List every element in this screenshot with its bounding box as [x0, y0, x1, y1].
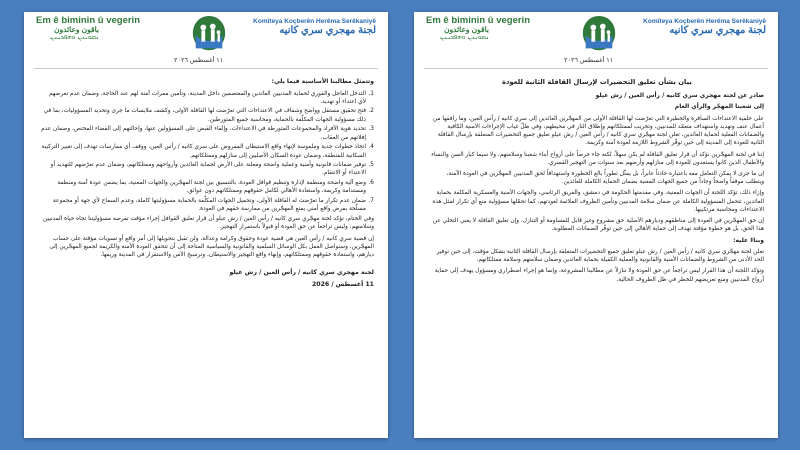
organization-name-block — [643, 18, 766, 36]
paragraph: وبناءً عليه: — [733, 236, 764, 244]
letter-date: ١١ أغسطس ٢٠٢٦ — [564, 57, 614, 64]
demands-intro: وتتمثل مطالبنا الأساسية فيما يلي: — [271, 78, 374, 85]
list-item: 7. ضمان عدم تكرار ما تعرّضت له القافلة الأولى، وتحميل الجهات المكلّفة بالحماية مسؤوليتها كاملة، وعدم السماح لأي جهة أو مجموعة مسلّحة بفرض واقع أمني يمنع المهجّرين من ممارسة حقهم في العودة. — [52, 198, 374, 213]
slogan-syriac: ܢܩܘܝܢܢ ܘܗܦܟܝܢܢ — [50, 33, 100, 41]
list-item: 1. التدخل العاجل والفوري لحماية المدنيين العائدين والمعتصمين داخل المدينة، وتأمين ممرات آمنة لهم عند الحاجة، وضمان عدم تعرضهم لأي اعتداء أو تهديد. — [49, 90, 374, 105]
statement-title: بيان بشأن تعليق التحضيرات لإرسال القافلة الثانية للعودة — [502, 78, 692, 86]
list-item: 3. تحديد هوية الأفراد والمجموعات المتورطة في الاعتداءات، وإلقاء القبض على المسؤولين عنها، وإحالتهم إلى القضاء المختص، وضمان عدم إفلاتهم من العقاب. — [41, 126, 374, 141]
org-name-latin: Komîteya Koçberên Herêma Serêkaniyê — [643, 18, 766, 25]
letterhead-divider — [34, 68, 378, 69]
demands-body — [40, 78, 374, 430]
letterhead — [24, 12, 388, 74]
demand-text: فتح تحقيق مستقل وواضح وشفاف في الاعتداءات التي تعرّضت لها القافلة الأولى، وكشف ملابسات ما جرى وتحديد المسؤوليات، بما في ذلك مسؤولية الجهات المكلّفة بالحماية، ومحاسبة جميع المتورطين. — [43, 108, 366, 123]
slogan-latin: Em ê biminin û vegerin — [426, 15, 530, 26]
organization-logo-icon — [190, 14, 228, 58]
list-item: 5. توفير ضمانات قانونية وأمنية وعملية واضحة ومعلنة على الأرض لحماية العائدين وأرواحهم وممتلكاتهم، وضمان عدم تعرّضهم للتهديد أو الاعتداء أو الانتقام. — [50, 162, 374, 177]
paragraph: إن ما جرى لا يمكن التعامل معه باعتباره حادثاً عابراً، بل يمثّل تطوراً بالغ الخطورة واستهدافاً لحق المدنيين المهجّرين في العودة الآمنة، ويتطلب موقفاً واضحاً وجاداً من جميع الجهات المعنية بضمان الحماية الكاملة للعائدين. — [446, 170, 764, 186]
letterhead-divider — [424, 68, 768, 69]
list-item: 2. فتح تحقيق مستقل وواضح وشفاف في الاعتداءات التي تعرّضت لها القافلة الأولى، وكشف ملابسات ما جرى وتحديد المسؤوليات، بما في ذلك مسؤولية الجهات المكلّفة بالحماية، ومحاسبة جميع المتورطين. — [43, 108, 374, 123]
statement-addressee: إلى شعبنا المهجّر والرأي العام — [674, 103, 764, 111]
org-name-latin: Komîteya Koçberên Herêma Serêkaniyê — [253, 18, 376, 25]
demand-text: وضع آلية واضحة ومنظمة لإدارة وتنظيم قوافل العودة، بالتنسيق بين لجنة المهجّرين والجهات المعنية، بما يضمن عودة آمنة ومنظمة ومستدامة وكريمة، واستعادة الأهالي لكامل حقوقهم وممتلكاتهم دون عوائق. — [57, 180, 366, 195]
letterhead — [414, 12, 778, 74]
document-page-2 — [24, 12, 388, 438]
slogan-arabic: باقون وعائدون — [444, 24, 489, 34]
statement-issuer: صادر عن لجنة مهجري سري كانيه / رأس العين / رش عيلو — [595, 91, 764, 99]
document-page-1 — [414, 12, 778, 438]
paragraph: إن قضية سري كانيه / رأس العين هي قضية عودة وحقوق وكرامة وعدالة، ولن تقبل بتحويلها إلى أمر واقع أو تسويات مؤقتة على حساب المهجّرين، وسنواصل العمل بكل الوسائل السلمية والقانونية والسياسية المتاحة إلى أن تتحقق العودة الآمنة والكريمة لجميع المهجّرين إلى ديارهم، واستعادة حقوقهم وممتلكاتهم، وإنهاء واقع التهجير والاستيطان، وترسيخ الأمن والاستقرار في المدينة وريفها. — [49, 235, 374, 258]
paragraph: إننا في لجنة المهجّرين نؤكد أن قرار تعليق القافلة لم يكن سهلاً، لكنه جاء حرصاً على أرواح أبناء شعبنا وسلامتهم، ولا سيما كبار السن والنساء والأطفال الذين كانوا يستعدون للعودة إلى منازلهم وأرضهم بعد سنوات من التهجير القسري. — [431, 151, 764, 166]
paragraph: إن حق المهجّرين في العودة إلى مناطقهم وديارهم الأصلية حق مشروع وغير قابل للمساومة أو التنازل، وإن تعليق القافلة لا يعني التخلي عن هذا الحق، بل هو خطوة مؤقتة تهدف إلى حماية الأهالي إلى حين توفّر الضمانات المطلوبة. — [432, 218, 764, 233]
letter-date: ١١ أغسطس ٢٠٢٦ — [174, 57, 224, 64]
slogan-arabic: باقون وعائدون — [54, 24, 99, 34]
paragraph: على خلفية الاعتداءات السافرة والخطيرة التي تعرّضت لها القافلة الأولى من المهجّرين العائدين إلى سري كانيه / رأس العين، وما رافقها من أعمال عنف وتهديد واستهداف متعمّد للمدنيين، وتخريب لممتلكاتهم وإطلاق النار في محيطهم، وفي ظلّ غياب الإجراءات الأمنية الكافية والضمانات الفعلية لحماية العائدين، تعلن لجنة مهجّري سري كانيه / رأس العين / رش عيلو تعليق جميع التحضيرات المتعلقة بإرسال القافلة الثانية للعودة إلى المدينة إلى حين توفّر الشروط اللازمة لعودة آمنة وكريمة. — [432, 115, 764, 147]
list-item: 4. اتخاذ خطوات جدية وملموسة لإنهاء واقع الاستيطان المفروض على سري كانيه / رأس العين، ووقف أي ممارسات تهدف إلى تغيير التركيبة السكانية للمنطقة، وضمان عودة السكان الأصليين إلى منازلهم وممتلكاتهم. — [41, 144, 374, 159]
kurdish-slogan-block — [426, 16, 530, 41]
signature-date: 11 أغسطس / 2026 — [312, 280, 374, 288]
paragraph: وفي الختام، تؤكد لجنة مهجّري سري كانيه / رأس العين / رش عيلو أن قرار تعليق القوافل إجراء مؤقت تفرضه مسؤوليتنا تجاه حياة المدنيين وسلامتهم، وليس تراجعاً عن حق العودة أو قبولاً باستمرار التهجير. — [43, 216, 374, 231]
demand-text: تحديد هوية الأفراد والمجموعات المتورطة في الاعتداءات، وإلقاء القبض على المسؤولين عنها، وإحالتهم إلى القضاء المختص، وضمان عدم إفلاتهم من العقاب. — [41, 126, 366, 141]
list-item: 6. وضع آلية واضحة ومنظمة لإدارة وتنظيم قوافل العودة، بالتنسيق بين لجنة المهجّرين والجهات المعنية، بما يضمن عودة آمنة ومنظمة ومستدامة وكريمة، واستعادة الأهالي لكامل حقوقهم وممتلكاتهم دون عوائق. — [57, 180, 374, 195]
paragraph: تعلن لجنة مهجّري سري كانيه / رأس العين / رش عيلو تعليق جميع التحضيرات المتعلقة بإرسال القافلة الثانية بشكل مؤقت، إلى حين توفير الحد الأدنى من الشروط والضمانات الأمنية والقانونية والعملية الكفيلة بحماية العائدين وضمان سلامتهم وسلامة ممتلكاتهم. — [436, 249, 764, 264]
signature: لجنة مهجري سري كانيه / رأس العين / رش عيلو — [229, 269, 374, 277]
org-name-arabic: لجنة مهجري سري كانيه — [279, 25, 376, 37]
paragraph: وتؤكد اللجنة أن هذا القرار ليس تراجعاً عن حق العودة ولا تنازلاً عن مطالبنا المشروعة، وإنما هو إجراء اضطراري ومسؤول يهدف إلى حماية أرواح المدنيين ومنع تعريضهم للخطر في ظل الظروف الحالية. — [434, 268, 764, 283]
org-name-arabic: لجنة مهجري سري كانيه — [669, 25, 766, 37]
demand-text: ضمان عدم تكرار ما تعرّضت له القافلة الأولى، وتحميل الجهات المكلّفة بالحماية مسؤوليتها كاملة، وعدم السماح لأي جهة أو مجموعة مسلّحة بفرض واقع أمني يمنع المهجّرين من ممارسة حقهم في العودة. — [52, 198, 366, 213]
demand-text: التدخل العاجل والفوري لحماية المدنيين العائدين والمعتصمين داخل المدينة، وتأمين ممرات آمنة لهم عند الحاجة، وضمان عدم تعرضهم لأي اعتداء أو تهديد. — [49, 90, 366, 105]
statement-body — [430, 78, 764, 430]
kurdish-slogan-block — [36, 16, 140, 41]
demand-text: توفير ضمانات قانونية وأمنية وعملية واضحة ومعلنة على الأرض لحماية العائدين وأرواحهم وممتلكاتهم، وضمان عدم تعرّضهم للتهديد أو الاعتداء أو الانتقام. — [50, 162, 366, 177]
demand-text: اتخاذ خطوات جدية وملموسة لإنهاء واقع الاستيطان المفروض على سري كانيه / رأس العين، ووقف أي ممارسات تهدف إلى تغيير التركيبة السكانية للمنطقة، وضمان عودة السكان الأصليين إلى منازلهم وممتلكاتهم. — [41, 144, 366, 159]
slogan-syriac: ܢܩܘܝܢܢ ܘܗܦܟܝܢܢ — [440, 33, 490, 41]
organization-name-block — [253, 18, 376, 36]
paragraph: وإزاء ذلك، تؤكد اللجنة أن الجهات المعنية، وفي مقدمتها الحكومة في دمشق، والفريق الرئاسي، والجهات الأمنية والعسكرية المكلفة بحماية العائدين، تتحمل المسؤولية الكاملة عن ضمان سلامة المدنيين وتأمين الظروف الملائمة لعودتهم، كما تحمّلها مسؤولية منع أي تكرار لمثل هذه الاعتداءات ومحاسبة مرتكبيها. — [432, 190, 764, 213]
organization-logo-icon — [580, 14, 618, 58]
slogan-latin: Em ê biminin û vegerin — [36, 15, 140, 26]
